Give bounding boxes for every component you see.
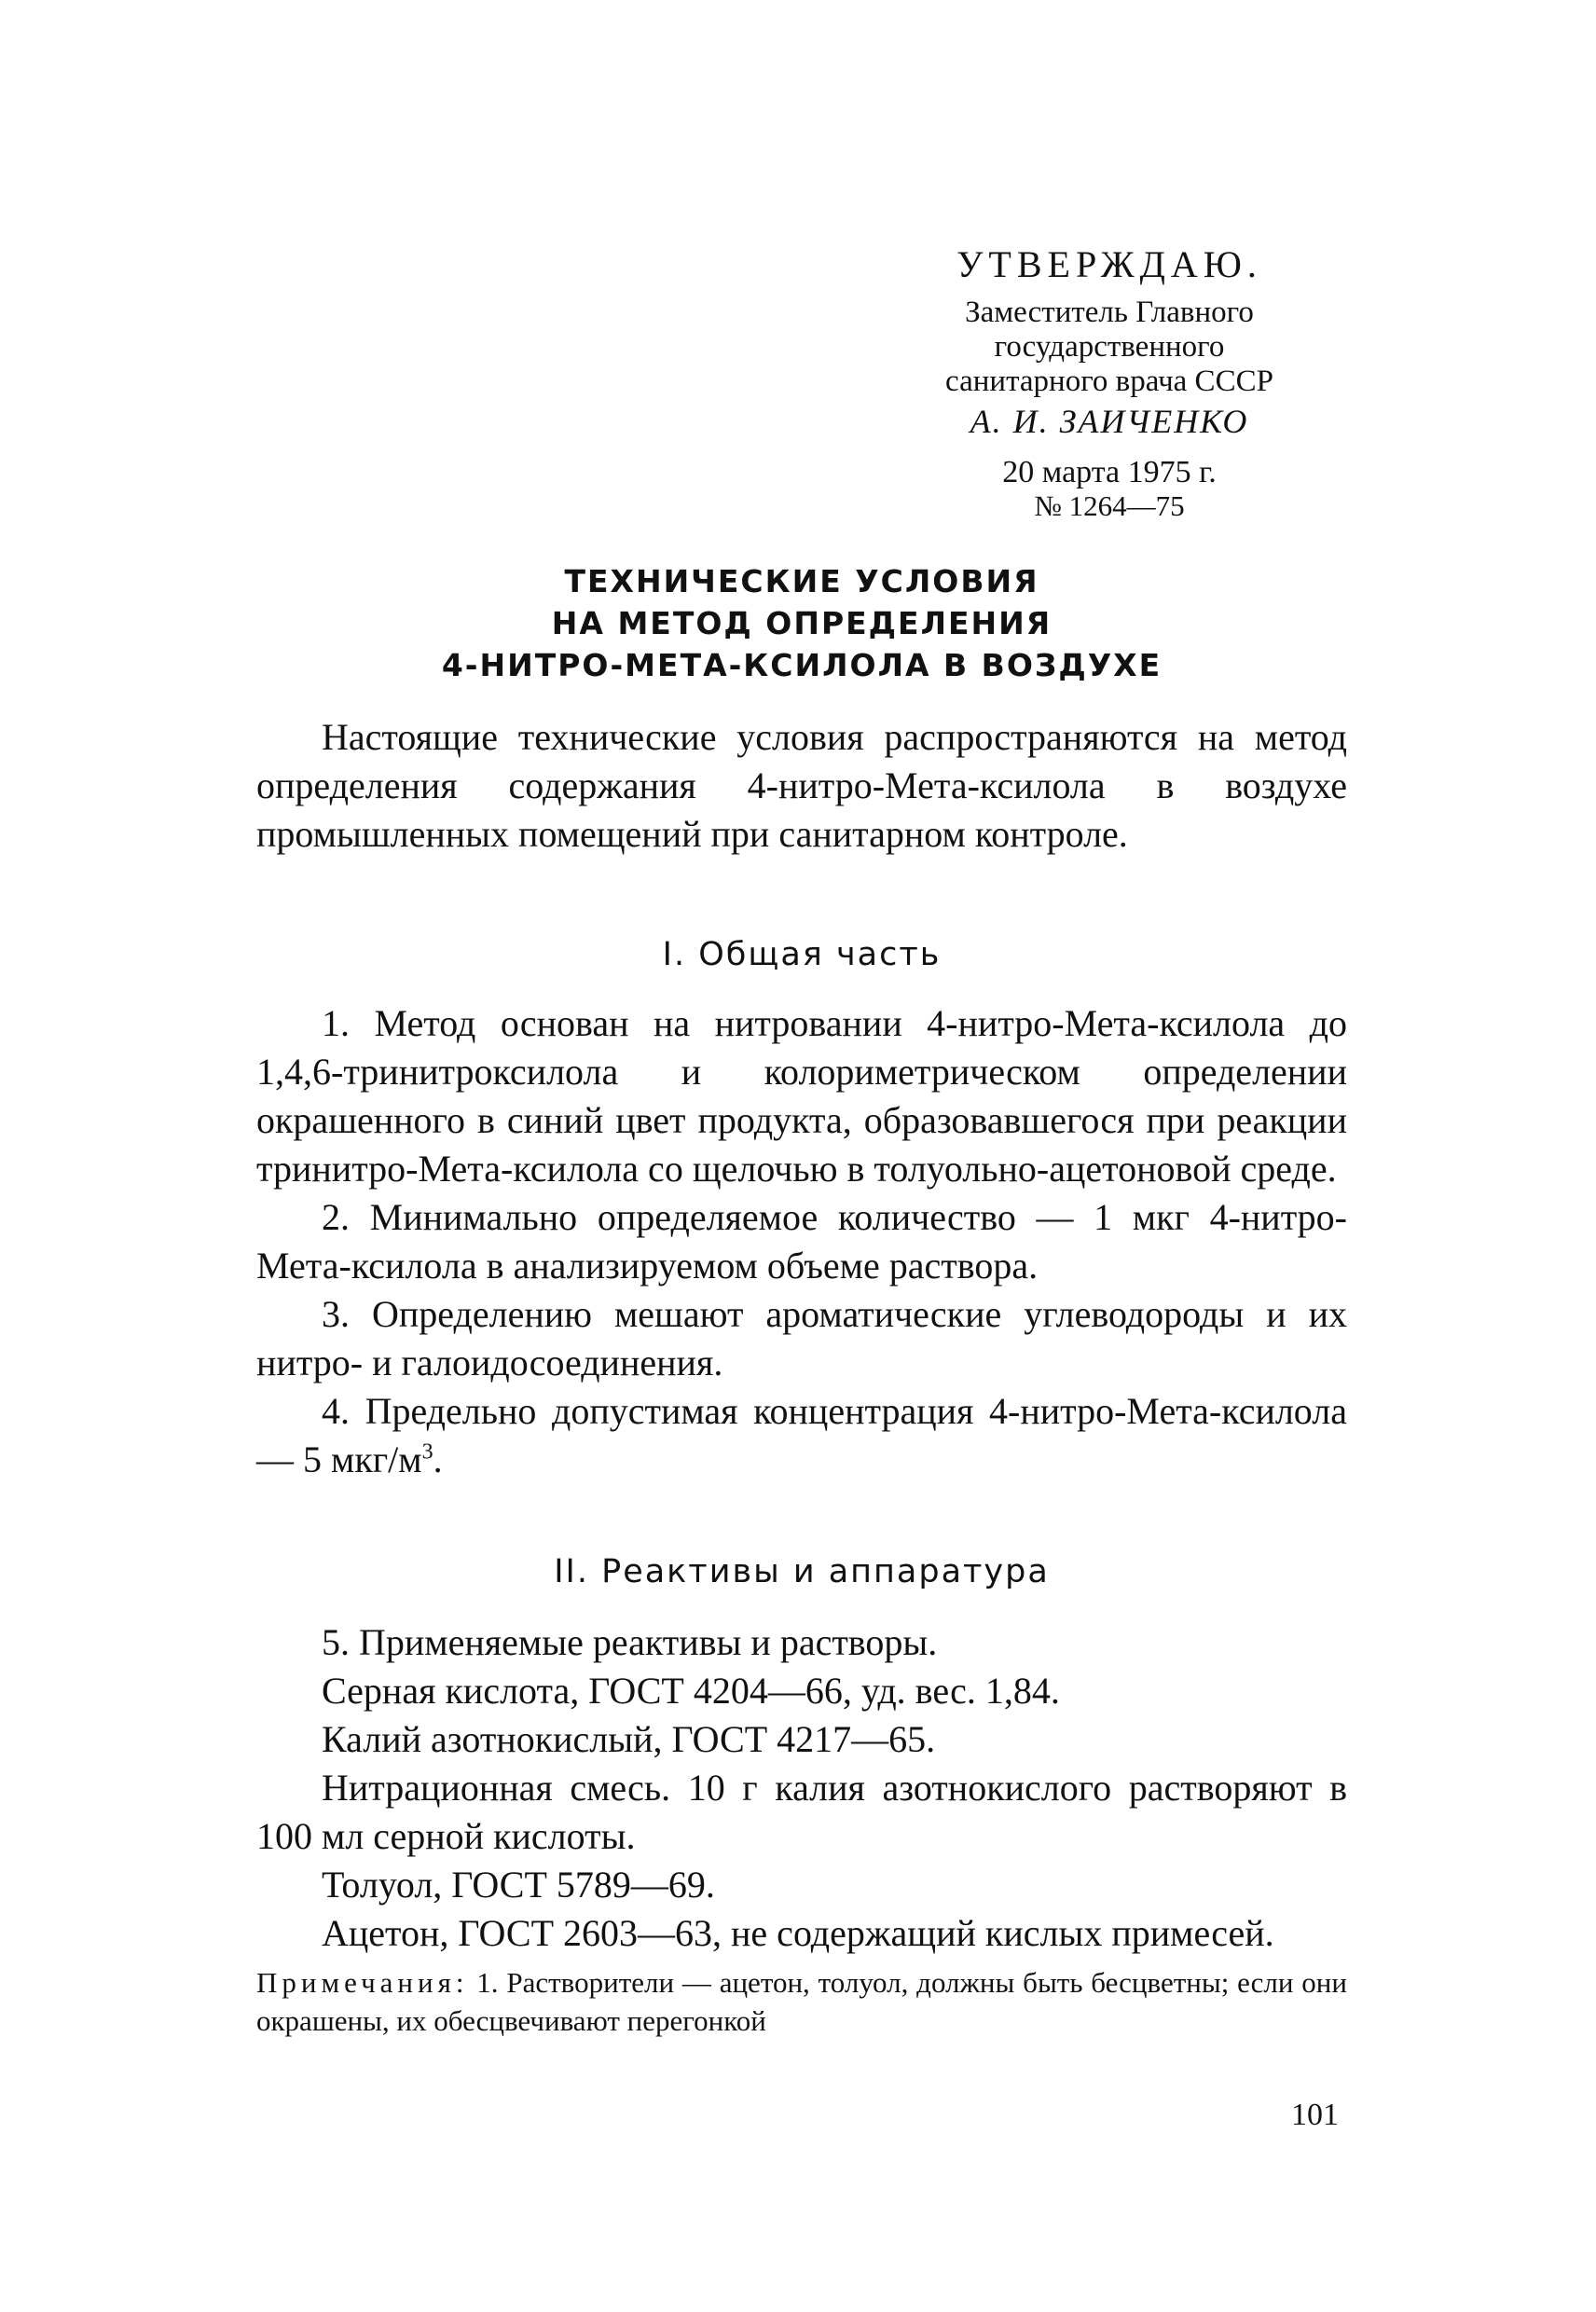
section-1-item-4 [256, 1387, 1347, 1484]
section-1-item-4-superscript: 3 [421, 1439, 433, 1465]
section-1-item-2: 2. Минимально определяемое количество — 1 мкг 4-нитро-Мета-ксилола в анализируемом объеме раствора. [256, 1196, 1347, 1287]
notes [256, 1963, 1347, 2040]
intro-text: Настоящие технические условия распространяются на метод определения содержания 4-нитро-Мета-ксилола в воздухе промышленных помещений при санитарном контроле. [256, 716, 1347, 855]
document-title-line-2: НА МЕТОД ОПРЕДЕЛЕНИЯ [551, 604, 1053, 641]
intro-paragraph [256, 713, 1347, 859]
approval-signer: А. И. ЗАИЧЕНКО [970, 402, 1249, 440]
document-title-line-1: ТЕХНИЧЕСКИЕ УСЛОВИЯ [564, 563, 1039, 599]
document-title-line-3: 4-НИТРО-МЕТА-КСИЛОЛА В ВОЗДУХЕ [441, 646, 1163, 683]
approval-block [876, 244, 1342, 523]
reagent-toluene: Толуол, ГОСТ 5789—69. [322, 1864, 715, 1906]
section-1-item-4-text: 4. Предельно допустимая концентрация 4-нитро-Мета-ксилола — 5 мкг/м [256, 1390, 1347, 1480]
approval-position-line-1: Заместитель Главного [965, 295, 1254, 329]
approval-number: № 1264—75 [1034, 489, 1185, 523]
approval-date: 20 марта 1975 г. [1002, 454, 1217, 489]
section-2-heading: II. Реактивы и аппаратура [554, 1553, 1050, 1590]
reagent-acetone: Ацетон, ГОСТ 2603—63, не содержащий кислых примесей. [322, 1912, 1274, 1954]
approval-title: УТВЕРЖДАЮ. [956, 243, 1262, 285]
reagent-nitration-mixture: Нитрационная смесь. 10 г калия азотнокислого растворяют в 100 мл серной кислоты. [256, 1767, 1347, 1857]
reagent-sulfuric-acid: Серная кислота, ГОСТ 4204—66, уд. вес. 1,84. [322, 1670, 1060, 1712]
notes-label: Примечания: [256, 1966, 469, 1999]
section-1-body [256, 999, 1347, 1484]
section-1-heading: I. Общая часть [662, 936, 942, 973]
approval-position-line-3: санитарного врача СССР [945, 364, 1273, 398]
section-1-item-4-end: . [433, 1438, 443, 1480]
document-title [256, 561, 1347, 687]
page-number: 101 [1291, 2098, 1339, 2132]
section-2-item-5: 5. Применяемые реактивы и растворы. [322, 1621, 938, 1663]
notes-text: 1. Растворители — ацетон, толуол, должны быть бесцветны; если они окрашены, их обесцвечивают перегонкой [256, 1966, 1347, 2038]
reagent-potassium-nitrate: Калий азотнокислый, ГОСТ 4217—65. [322, 1718, 936, 1760]
section-2-body [256, 1618, 1347, 1958]
section-1-item-3: 3. Определению мешают ароматические углеводороды и их нитро- и галоидосоединения. [256, 1293, 1347, 1383]
approval-position-line-2: государственного [994, 329, 1225, 364]
section-1-item-1: 1. Метод основан на нитровании 4-нитро-Мета-ксилола до 1,4,6-тринитроксилола и колориметрическом определении окрашенного в синий цвет продукта, образовавшегося при реакции тринитро-Мета-ксилола со щелочью в толуольно-ацетоновой среде. [256, 1002, 1347, 1190]
